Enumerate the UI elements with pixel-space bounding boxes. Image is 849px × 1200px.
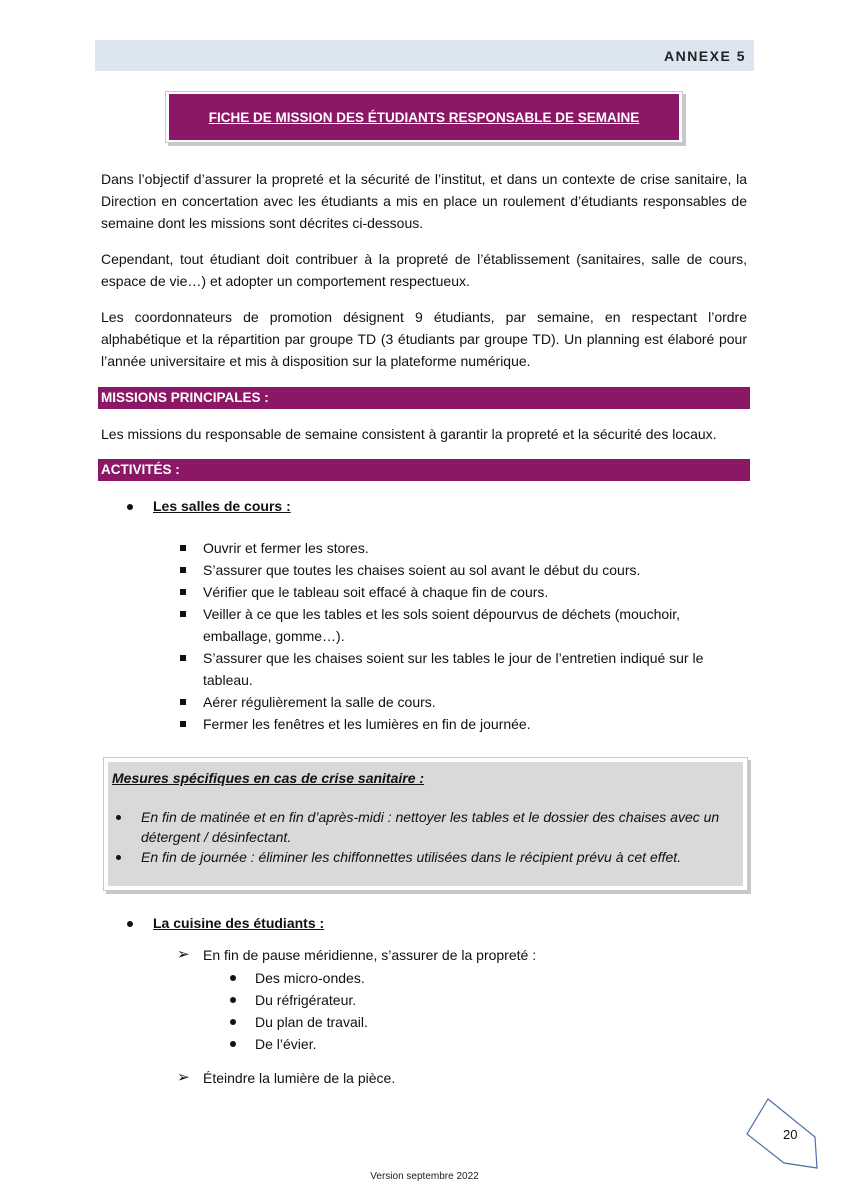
crisis-measures-heading: Mesures spécifiques en cas de crise sanitaire : xyxy=(112,770,425,786)
bullet-dot-icon xyxy=(127,504,133,510)
square-bullet-icon xyxy=(180,655,186,661)
salles-item: Fermer les fenêtres et les lumières en fin de journée. xyxy=(203,716,531,732)
salles-item-continuation: tableau. xyxy=(203,672,253,688)
document-title-band xyxy=(169,94,679,140)
cuisine-item: Des micro-ondes. xyxy=(255,970,365,986)
page-number: 20 xyxy=(783,1127,798,1142)
salles-item: Veiller à ce que les tables et les sols soient dépourvus de déchets (mouchoir, xyxy=(203,606,681,622)
crisis-measure-item-continuation: détergent / désinfectant. xyxy=(141,829,292,845)
salles-item: Ouvrir et fermer les stores. xyxy=(203,540,369,556)
salles-item: S’assurer que toutes les chaises soient au sol avant le début du cours. xyxy=(203,562,641,578)
section-heading-activites: ACTIVITÉS : xyxy=(98,459,750,481)
square-bullet-icon xyxy=(180,721,186,727)
bullet-dot-icon xyxy=(116,855,121,860)
footer-version: Version septembre 2022 xyxy=(370,1171,479,1182)
section-heading-missions: MISSIONS PRINCIPALES : xyxy=(98,387,750,409)
crisis-measure-item: En fin de journée : éliminer les chiffonnettes utilisées dans le récipient prévu à cet effet. xyxy=(141,849,682,865)
bullet-dot-icon xyxy=(230,1041,236,1047)
cuisine-item: De l’évier. xyxy=(255,1036,317,1052)
intro-paragraph-1: Dans l’objectif d’assurer la propreté et la sécurité de l’institut, et dans un contexte de crise sanitaire, la Direction en concertation avec les étudiants a mis en place un roulement d’étudiants responsables de semaine dont les missions sont décrites ci-dessous. xyxy=(101,171,747,231)
square-bullet-icon xyxy=(180,567,186,573)
cuisine-subheading: En fin de pause méridienne, s’assurer de la propreté : xyxy=(203,947,537,963)
missions-text: Les missions du responsable de semaine consistent à garantir la propreté et la sécurité des locaux. xyxy=(101,426,717,442)
bullet-dot-icon xyxy=(127,921,133,927)
bullet-dot-icon xyxy=(230,1019,236,1025)
document-title: FICHE DE MISSION DES ÉTUDIANTS RESPONSABLE DE SEMAINE xyxy=(208,109,640,125)
arrow-bullet-icon: ➢ xyxy=(177,1069,190,1086)
salles-item: Aérer régulièrement la salle de cours. xyxy=(203,694,436,710)
bullet-dot-icon xyxy=(116,815,121,820)
square-bullet-icon xyxy=(180,611,186,617)
bullet-dot-icon xyxy=(230,997,236,1003)
annexe-header-band xyxy=(95,40,754,71)
square-bullet-icon xyxy=(180,589,186,595)
cuisine-subheading: Éteindre la lumière de la pièce. xyxy=(203,1070,396,1086)
salles-heading: Les salles de cours : xyxy=(153,498,291,514)
bullet-dot-icon xyxy=(230,975,236,981)
salles-item: S’assurer que les chaises soient sur les tables le jour de l’entretien indiqué sur le xyxy=(203,650,704,666)
cuisine-heading: La cuisine des étudiants : xyxy=(153,915,325,931)
salles-item: Vérifier que le tableau soit effacé à chaque fin de cours. xyxy=(203,584,549,600)
document-title-box xyxy=(165,91,683,143)
arrow-bullet-icon: ➢ xyxy=(177,946,190,963)
intro-paragraph-3: Les coordonnateurs de promotion désignent 9 étudiants, par semaine, en respectant l’ordre alphabétique et la répartition par groupe TD (3 étudiants par groupe TD). Un planning est élaboré pour l’année universitaire et mis à disposition sur la plateforme numérique. xyxy=(101,309,747,369)
salles-item-continuation: emballage, gomme…). xyxy=(203,628,345,644)
annexe-label: ANNEXE 5 xyxy=(663,47,746,64)
intro-paragraph-2: Cependant, tout étudiant doit contribuer à la propreté de l’établissement (sanitaires, salle de cours, espace de vie…) et adopter un comportement respectueux. xyxy=(101,251,747,289)
cuisine-item: Du réfrigérateur. xyxy=(255,992,357,1008)
page-number-badge-icon xyxy=(744,1096,820,1172)
crisis-measure-item: En fin de matinée et en fin d’après-midi : nettoyer les tables et le dossier des chaises avec un xyxy=(141,809,720,825)
square-bullet-icon xyxy=(180,545,186,551)
square-bullet-icon xyxy=(180,699,186,705)
cuisine-item: Du plan de travail. xyxy=(255,1014,368,1030)
